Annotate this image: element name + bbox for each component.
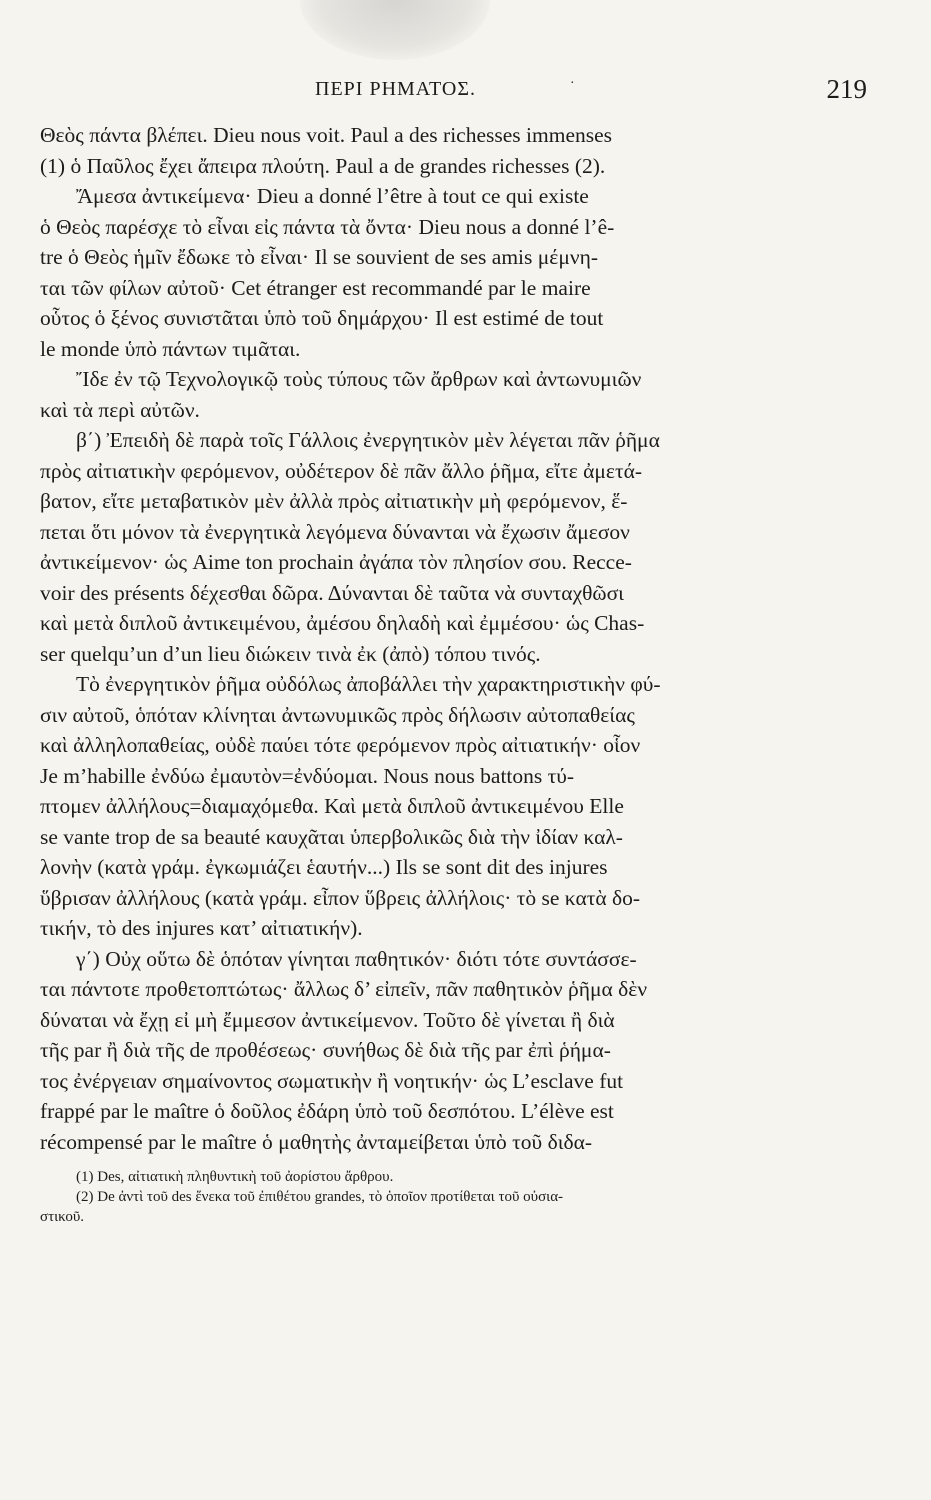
- text-line: β΄) Ἐπειδὴ δὲ παρὰ τοῖς Γάλλοις ἐνεργητικὸν μὲν λέγεται πᾶν ῥῆμα: [76, 428, 660, 452]
- text-line: récompensé par le maître ὁ μαθητὴς ἀνταμείβεται ὑπὸ τοῦ διδα-: [40, 1129, 593, 1154]
- text-line: οὗτος ὁ ξένος συνιστᾶται ὑπὸ τοῦ δημάρχου· Il est estimé de tout: [40, 306, 604, 330]
- scan-smudge: [300, 0, 490, 60]
- page-body: [40, 120, 875, 1227]
- text-line: se vante trop de sa beauté καυχᾶται ὑπερβολικῶς διὰ τὴν ἰδίαν καλ-: [40, 824, 623, 849]
- text-line: τικήν, τὸ des injures κατ’ αἰτιατικήν).: [40, 916, 363, 940]
- text-line: πεται ὅτι μόνον τὰ ἐνεργητικὰ λεγόμενα δύνανται νὰ ἔχωσιν ἄμεσον: [40, 519, 630, 544]
- page-header: [40, 74, 895, 108]
- text-line: voir des présents δέχεσθαι δῶρα. Δύνανται δὲ ταῦτα νὰ συνταχθῶσι: [40, 580, 624, 605]
- text-line: τῆς par ἢ διὰ τῆς de προθέσεως· συνήθως δὲ διὰ τῆς par ἐπὶ ῥήμα-: [40, 1038, 611, 1062]
- text-line: ται πάντοτε προθετοπτώτως· ἄλλως δ’ εἰπεῖν, πᾶν παθητικὸν ῥῆμα δὲν: [40, 977, 648, 1001]
- footnote: στικοῦ.: [40, 1209, 85, 1225]
- text-line: καὶ τὰ περὶ αὐτῶν.: [40, 397, 200, 422]
- text-line: ser quelqu’un d’un lieu διώκειν τινὰ ἐκ (ἀπὸ) τόπου τινός.: [40, 641, 541, 666]
- text-line: γ΄) Οὐχ οὕτω δὲ ὁπόταν γίνηται παθητικόν· διότι τότε συντάσσε-: [76, 946, 637, 971]
- text-line: Ἴδε ἐν τῷ Τεχνολογικῷ τοὺς τύπους τῶν ἄρθρων καὶ ἀντωνυμιῶν: [76, 367, 642, 391]
- page-number: 219: [826, 74, 867, 104]
- footnote: (2) De ἀντὶ τοῦ des ἕνεκα τοῦ ἐπιθέτου grandes, τὸ ὁποῖον προτίθεται τοῦ οὐσια-: [76, 1189, 564, 1205]
- text-line: Je m’habille ἐνδύω ἐμαυτὸν=ἐνδύομαι. Nous nous battons τύ-: [40, 763, 575, 788]
- text-line: σιν αὐτοῦ, ὁπόταν κλίνηται ἀντωνυμικῶς πρὸς δήλωσιν αὐτοπαθείας: [40, 702, 635, 727]
- text-line: ὁ Θεὸς παρέσχε τὸ εἶναι εἰς πάντα τὰ ὄντα· Dieu nous a donné l’ê-: [40, 214, 615, 239]
- text-line: καὶ ἀλληλοπαθείας, οὐδὲ παύει τότε φερόμενον πρὸς αἰτιατικήν· οἷον: [40, 733, 641, 757]
- text-line: βατον, εἴτε μεταβατικὸν μὲν ἀλλὰ πρὸς αἰτιατικὴν μὴ φερόμενον, ἕ-: [40, 489, 628, 513]
- text-line: ἀντικείμενον· ὡς Aime ton prochain ἀγάπα τὸν πλησίον σου. Recce-: [40, 550, 632, 574]
- text-line: Θεὸς πάντα βλέπει. Dieu nous voit. Paul a des richesses immenses: [40, 123, 613, 147]
- text-line: le monde ὑπὸ πάντων τιμᾶται.: [40, 336, 301, 361]
- text-line: tre ὁ Θεὸς ἡμῖν ἔδωκε τὸ εἶναι· Il se souvient de ses amis μέμνη-: [40, 245, 598, 269]
- text-line: Τὸ ἐνεργητικὸν ῥῆμα οὐδόλως ἀποβάλλει τὴν χαρακτηριστικὴν φύ-: [76, 672, 661, 696]
- text-line: δύναται νὰ ἔχῃ εἰ μὴ ἔμμεσον ἀντικείμενον. Τοῦτο δὲ γίνεται ἢ διὰ: [40, 1007, 615, 1032]
- text-line: frappé par le maître ὁ δοῦλος ἐδάρη ὑπὸ τοῦ δεσπότου. L’élève est: [40, 1099, 614, 1123]
- text-line: Ἄμεσα ἀντικείμενα· Dieu a donné l’être à tout ce qui existe: [76, 184, 589, 208]
- text-line: πτομεν ἀλλήλους=διαμαχόμεθα. Καὶ μετὰ διπλοῦ ἀντικειμένου Elle: [40, 794, 624, 818]
- text-line: λονὴν (κατὰ γράμ. ἐγκωμιάζει ἑαυτήν...) Ils se sont dit des injures: [40, 855, 608, 879]
- text-line: πρὸς αἰτιατικὴν φερόμενον, οὐδέτερον δὲ πᾶν ἄλλο ῥῆμα, εἴτε ἀμετά-: [40, 458, 643, 483]
- text-line: ται τῶν φίλων αὐτοῦ· Cet étranger est recommandé par le maire: [40, 275, 591, 300]
- text-line: (1) ὁ Παῦλος ἔχει ἄπειρα πλούτη. Paul a de grandes richesses (2).: [40, 153, 606, 178]
- text-line: ὕβρισαν ἀλλήλους (κατὰ γράμ. εἶπον ὕβρεις ἀλλήλοις· τὸ se κατὰ δο-: [40, 885, 641, 910]
- text-line: τος ἐνέργειαν σημαίνοντος σωματικὴν ἢ νοητικήν· ὡς L’esclave fut: [40, 1068, 624, 1093]
- header-dot: ·: [570, 76, 575, 91]
- footnote: (1) Des, αἰτιατικὴ πληθυντικὴ τοῦ ἀορίστου ἄρθρου.: [76, 1169, 394, 1185]
- text-line: καὶ μετὰ διπλοῦ ἀντικειμένου, ἀμέσου δηλαδὴ καὶ ἐμμέσου· ὡς Chas-: [40, 611, 645, 635]
- running-title: ΠΕΡΙ ΡΗΜΑΤΟΣ.: [315, 78, 476, 100]
